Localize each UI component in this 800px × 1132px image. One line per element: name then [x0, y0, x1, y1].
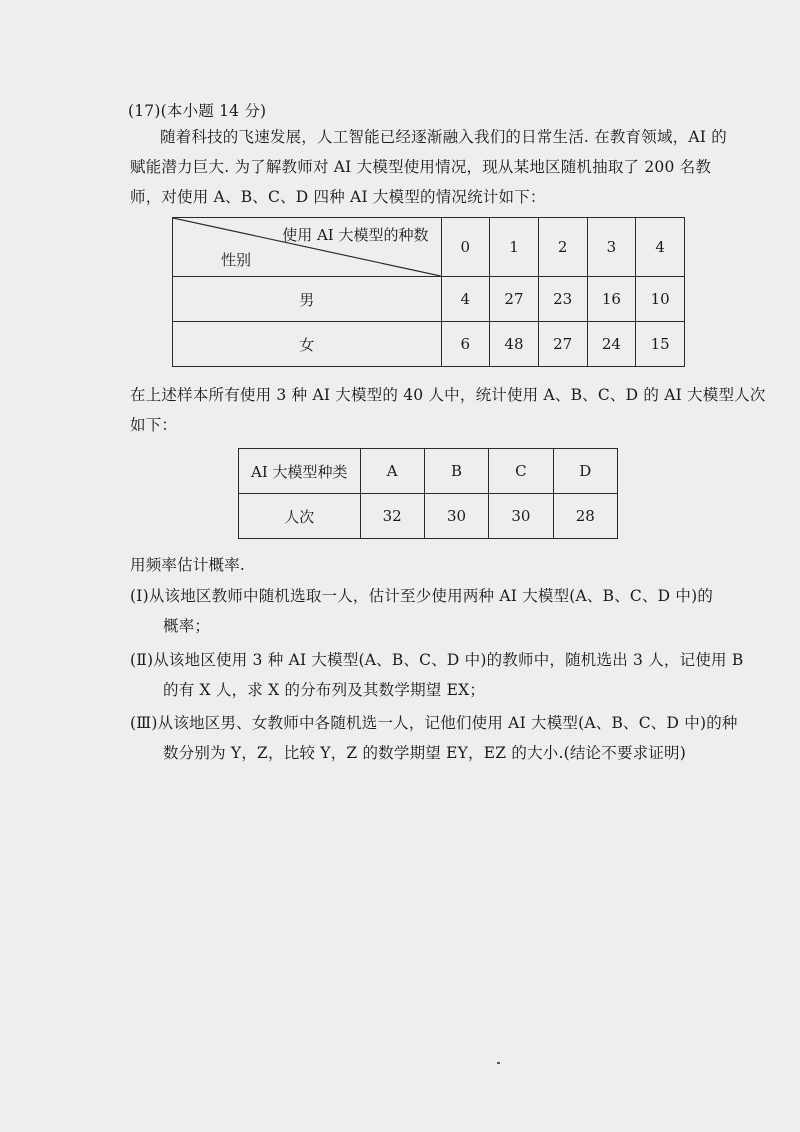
table2-col-header: C [489, 449, 553, 494]
table1-col-header: 4 [636, 218, 685, 277]
table2-cell: 28 [553, 494, 617, 539]
table1-cell: 16 [587, 277, 636, 322]
table1-cell: 15 [636, 322, 685, 367]
table1-col-header: 1 [490, 218, 539, 277]
intro-line-3: 师，对使用 A、B、C、D 四种 AI 大模型的情况统计如下： [130, 188, 546, 206]
question-1-line-2: 概率； [163, 617, 211, 635]
table1-col-header: 3 [587, 218, 636, 277]
mid-line-1: 在上述样本所有使用 3 种 AI 大模型的 40 人中，统计使用 A、B、C、D 的 AI 大模型人次 [130, 386, 766, 404]
table-row [173, 322, 685, 367]
table-row [239, 449, 618, 494]
table2-col-header: D [553, 449, 617, 494]
question-3-line-1: (Ⅲ)从该地区男、女教师中各随机选一人，记他们使用 AI 大模型(A、B、C、D 中)的种 [130, 714, 738, 732]
table1-col-header: 2 [538, 218, 587, 277]
table1-row-label: 男 [173, 277, 442, 322]
table1-cell: 48 [490, 322, 539, 367]
question-2-line-1: (Ⅱ)从该地区使用 3 种 AI 大模型(A、B、C、D 中)的教师中，随机选出 3 人，记使用 B [130, 651, 744, 669]
table2-col-header: A [360, 449, 424, 494]
table1-cell: 27 [538, 322, 587, 367]
table1-cell: 23 [538, 277, 587, 322]
table1-corner-cell [173, 218, 442, 277]
table-row [173, 277, 685, 322]
table1-cell: 4 [441, 277, 490, 322]
table2-row-label: 人次 [239, 494, 361, 539]
table2-cell: 30 [489, 494, 553, 539]
intro-line-1: 随着科技的飞速发展，人工智能已经逐渐融入我们的日常生活. 在教育领域，AI 的 [160, 128, 727, 146]
estimation-note: 用频率估计概率. [130, 556, 246, 574]
intro-line-2: 赋能潜力巨大. 为了解教师对 AI 大模型使用情况，现从某地区随机抽取了 200 名教 [130, 158, 712, 176]
question-1-line-1: (Ⅰ)从该地区教师中随机选取一人，估计至少使用两种 AI 大模型(A、B、C、D 中)的 [130, 587, 714, 605]
table2-header-label: AI 大模型种类 [239, 449, 361, 494]
table2-cell: 30 [424, 494, 488, 539]
table1-col-header: 0 [441, 218, 490, 277]
table1-cell: 24 [587, 322, 636, 367]
question-2-line-2: 的有 X 人，求 X 的分布列及其数学期望 EX； [163, 681, 486, 699]
table1-cell: 6 [441, 322, 490, 367]
table-row [239, 494, 618, 539]
table1-row-label: 女 [173, 322, 442, 367]
table1-corner-bottom: 性别 [221, 251, 252, 269]
mid-line-2: 如下： [130, 416, 178, 434]
table1-corner-top: 使用 AI 大模型的种数 [282, 226, 429, 244]
problem-header: (17)(本小题 14 分) [128, 102, 267, 120]
usage-count-table [172, 217, 685, 367]
table1-cell: 27 [490, 277, 539, 322]
page-speck [497, 1062, 500, 1064]
question-3-line-2: 数分别为 Y，Z，比较 Y，Z 的数学期望 EY，EZ 的大小.(结论不要求证明) [163, 744, 686, 762]
model-usage-table [238, 448, 618, 539]
table1-cell: 10 [636, 277, 685, 322]
table2-cell: 32 [360, 494, 424, 539]
table2-col-header: B [424, 449, 488, 494]
